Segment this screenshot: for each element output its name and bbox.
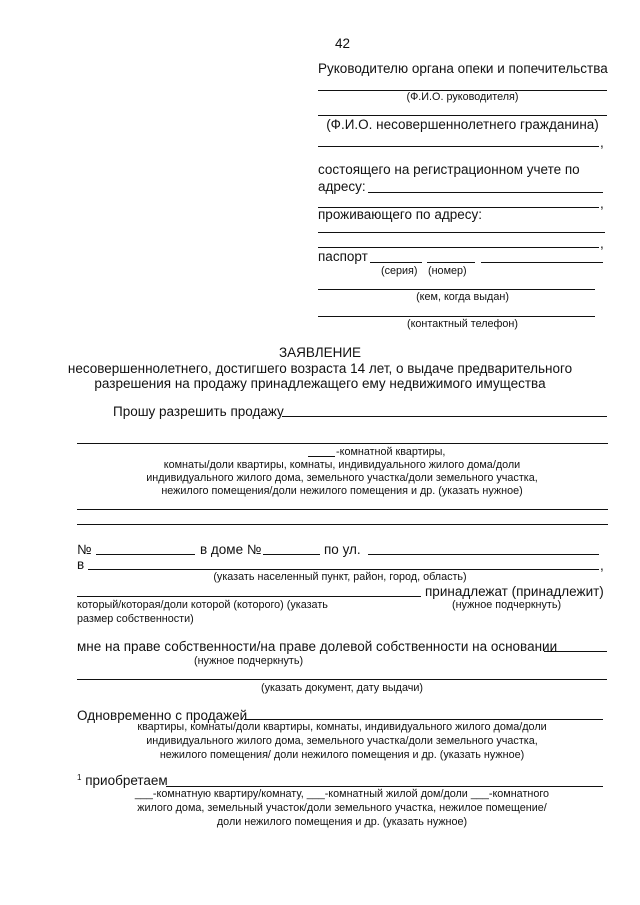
- living-address-line-2[interactable]: [318, 247, 599, 248]
- rooms-hint: -комнатной квартиры,: [336, 446, 446, 458]
- underline-hint-1: (нужное подчеркнуть): [452, 599, 562, 611]
- document-subtitle-1: несовершеннолетнего, достигшего возраста 14 лет, о выдаче предварительного: [67, 361, 573, 376]
- footnote-marker: 1: [77, 773, 82, 782]
- minor-name-line-2[interactable]: [318, 146, 599, 147]
- street-label: по ул.: [324, 542, 361, 557]
- object-hint-2: индивидуального жилого дома, земельного участка/доли земельного участка,: [146, 472, 538, 484]
- registered-address-line[interactable]: [368, 192, 603, 193]
- belongs-label: принадлежат (принадлежит): [425, 584, 604, 599]
- simultaneous-line[interactable]: [244, 719, 603, 720]
- comma: ,: [600, 135, 604, 150]
- document-line[interactable]: [77, 679, 607, 680]
- simultaneous-hint-3: нежилого помещения/ доли нежилого помещения и др. (указать нужное): [159, 749, 525, 761]
- request-object-line[interactable]: [282, 416, 607, 417]
- object-hint-3: нежилого помещения/доли нежилого помещения и др. (указать нужное): [161, 485, 523, 497]
- which-hint-1: который/которая/доли которой (которого) (указать: [77, 599, 328, 611]
- ownership-share-line[interactable]: [77, 596, 421, 597]
- head-name-hint: (Ф.И.О. руководителя): [406, 91, 519, 103]
- comma: ,: [600, 236, 604, 251]
- number-hint: (номер): [428, 265, 467, 277]
- phone-line[interactable]: [318, 316, 595, 317]
- acquire-hint-3: доли нежилого помещения и др. (указать нужное): [216, 816, 468, 828]
- ownership-basis-line[interactable]: [544, 651, 607, 652]
- request-object-line-4[interactable]: [77, 524, 608, 525]
- issued-line[interactable]: [318, 289, 595, 290]
- phone-hint: (контактный телефон): [406, 318, 518, 330]
- in-label: в: [77, 557, 85, 572]
- request-label: Прошу разрешить продажу: [113, 404, 284, 419]
- series-hint: (серия): [381, 265, 418, 277]
- minor-name-hint: (Ф.И.О. несовершеннолетнего гражданина): [326, 117, 599, 132]
- flat-number-line[interactable]: [96, 554, 195, 555]
- simultaneous-label: Одновременно с продажей: [77, 708, 248, 723]
- page-number: 42: [335, 36, 351, 51]
- street-line[interactable]: [368, 554, 599, 555]
- issued-hint: (кем, когда выдан): [416, 291, 509, 303]
- passport-series-line[interactable]: [370, 262, 422, 263]
- acquire-hint-2: жилого дома, земельный участок/доли земельного участка, нежилое помещение/: [137, 802, 547, 814]
- locality-line[interactable]: [88, 569, 599, 570]
- locality-hint: (указать населенный пункт, район, город, область): [213, 571, 467, 583]
- acquire-line[interactable]: [166, 786, 603, 787]
- house-number-line[interactable]: [263, 554, 320, 555]
- no-label: №: [77, 542, 92, 557]
- comma: ,: [600, 196, 604, 211]
- object-hint-1: комнаты/доли квартиры, комнаты, индивидуального жилого дома/доли: [163, 459, 521, 471]
- living-address-line[interactable]: [318, 232, 605, 233]
- acquire-label: [77, 774, 168, 788]
- request-object-line-3[interactable]: [77, 509, 608, 510]
- ownership-underline-hint: (нужное подчеркнуть): [194, 655, 304, 667]
- ownership-text: мне на праве собственности/на праве долевой собственности на основании: [77, 639, 558, 654]
- addressee-title: Руководителю органа опеки и попечительства: [318, 61, 608, 76]
- acquire-hint-1: ___-комнатную квартиру/комнату, ___-комнатный жилой дом/доли ___-комнатного: [134, 788, 550, 800]
- simultaneous-hint-2: индивидуального жилого дома, земельного участка/доли земельного участка,: [146, 735, 538, 747]
- registered-label-2: адресу:: [318, 179, 366, 194]
- document-subtitle-2: разрешения на продажу принадлежащего ему недвижимого имущества: [94, 376, 546, 391]
- living-label: проживающего по адресу:: [318, 207, 482, 222]
- acquire-text: приобретаем: [85, 773, 168, 788]
- registered-label-1: состоящего на регистрационном учете по: [318, 162, 580, 177]
- which-hint-2: размер собственности): [77, 613, 194, 625]
- house-label: в доме №: [200, 542, 262, 557]
- document-hint: (указать документ, дату выдачи): [260, 682, 424, 694]
- minor-name-line[interactable]: [318, 115, 607, 116]
- simultaneous-hint-1: квартиры, комнаты/доли квартиры, комнаты, индивидуального жилого дома/доли: [137, 721, 547, 733]
- passport-extra-line[interactable]: [481, 262, 603, 263]
- document-heading: ЗАЯВЛЕНИЕ: [278, 345, 362, 360]
- request-object-line-2[interactable]: [77, 443, 608, 444]
- passport-number-line[interactable]: [427, 262, 475, 263]
- rooms-count-line[interactable]: [308, 456, 335, 457]
- passport-label: паспорт: [318, 249, 368, 264]
- comma: ,: [600, 558, 604, 573]
